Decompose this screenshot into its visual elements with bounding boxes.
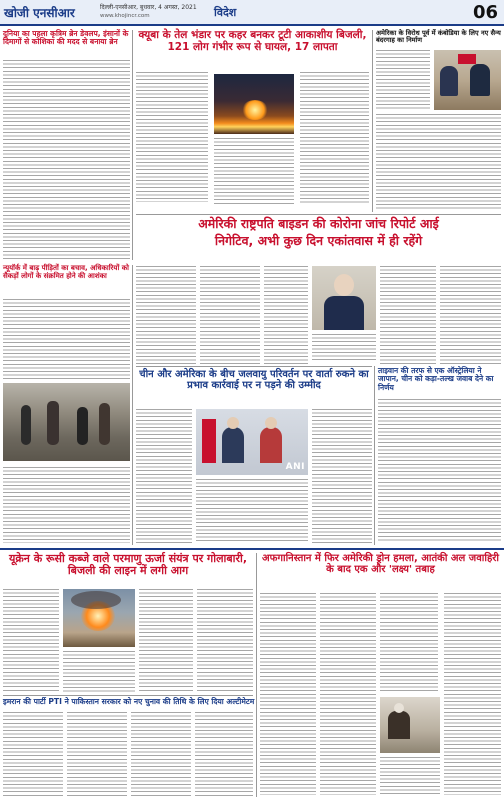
- imran-article: [3, 698, 253, 798]
- new-york-body-text: [3, 299, 130, 379]
- biden-body-col2: [200, 266, 260, 364]
- biden-headline-line2: निगेटिव, अभी कुछ दिन एकांतवास में ही रहेंगे: [214, 233, 423, 248]
- newspaper-logo: खोजी एनसीआर: [4, 6, 75, 20]
- ukraine-body-col4: [197, 589, 253, 693]
- china-body-col1: [136, 409, 192, 543]
- masthead: [0, 0, 504, 26]
- imran-headline: इमरान की पार्टी PTI ने पाकिस्तान सरकार को नए चुनाव की तिथि के लिए दिया अल्टीमेटम: [3, 697, 255, 706]
- column-divider: [132, 30, 133, 260]
- cambodia-headline: अमेरिका के विरोध पूर्व में कंबोडिया के लिए नए सैन्य बंदरगाह का निर्माण: [376, 29, 501, 45]
- cambodia-body-left: [376, 50, 430, 110]
- china-body-col4: [312, 409, 372, 543]
- column-divider: [372, 30, 373, 212]
- drone-strike-photo: [380, 697, 440, 753]
- afghanistan-article: [260, 553, 501, 797]
- imran-top-rule: [3, 695, 253, 696]
- afghanistan-body-col2: [320, 593, 376, 795]
- section-title: विदेश: [214, 6, 237, 19]
- china-body-under-photo: [196, 479, 308, 543]
- new-york-article: [3, 265, 130, 545]
- new-york-headline: न्यूयॉर्क में बाढ़ पीड़ितों का बचाव, अधिकारियों को सैकड़ों लोगों के संक्रमित होने की आशंका: [3, 264, 129, 280]
- brain-headline: दुनिया का पहला कृत्रिम ब्रेन डेवलप, इंसानों के दिमागों से कोशिका की मदद से बनाया ब्रेन: [3, 29, 129, 47]
- cambodia-body-bottom: [376, 114, 501, 210]
- ukraine-headline: यूक्रेन के रूसी कब्जे वाले परमाणु ऊर्जा संयंत्र पर गोलाबारी, बिजली की लाइन में लगी आग: [8, 552, 248, 578]
- dateline: दिल्ली-एनसीआर, बुधवार, 4 अगस्त, 2021: [100, 4, 197, 11]
- ukraine-body-col1: [3, 589, 59, 693]
- brain-article: [3, 30, 130, 262]
- afghanistan-body-col3: [380, 593, 438, 693]
- ukraine-body-col3: [139, 589, 193, 693]
- cuba-body-col2: [214, 138, 294, 204]
- website-url: www.khojincr.com: [100, 13, 150, 19]
- column-divider: [132, 265, 133, 545]
- oil-fire-photo: [214, 74, 294, 134]
- flood-photo: [3, 383, 130, 461]
- new-york-body-lower: [3, 467, 130, 543]
- biden-photo-caption: [312, 334, 376, 362]
- biden-body-col5: [380, 266, 436, 364]
- china-top-rule: [136, 366, 372, 367]
- biden-body-col3: [264, 266, 308, 364]
- ukraine-body-under-photo: [63, 651, 135, 693]
- afghanistan-body-col4: [444, 593, 501, 795]
- biden-photo: [312, 266, 376, 330]
- cuba-body-col1: [136, 72, 208, 202]
- imran-body-col3: [131, 712, 191, 798]
- biden-headline-line1: अमेरिकी राष्ट्रपति बाइडन की कोरोना जांच रिपोर्ट आई: [198, 216, 439, 231]
- cambodia-meeting-photo: [434, 50, 501, 110]
- cuba-article: [136, 30, 369, 212]
- biden-body-col6: [440, 266, 501, 364]
- cambodia-article: [376, 30, 501, 212]
- brain-body-text: [3, 60, 130, 260]
- afghanistan-headline: अफगानिस्तान में फिर अमेरिकी ड्रोन हमला, आतंकी अल जवाहिरी के बाद एक और 'लक्ष्य' तबाह: [262, 553, 499, 576]
- column-divider: [374, 366, 375, 545]
- biden-body-col1: [136, 266, 196, 364]
- photo-credit: ANI: [285, 462, 305, 472]
- taiwan-body-text: [378, 399, 501, 543]
- biden-banner: [136, 217, 501, 261]
- cuba-body-col3: [300, 72, 369, 204]
- imran-body-col2: [67, 712, 127, 798]
- afghanistan-body-under-photo: [380, 757, 440, 795]
- lower-section-rule: [0, 548, 504, 550]
- china-us-article: [136, 369, 372, 545]
- column-divider: [256, 553, 257, 797]
- afghanistan-body-col1: [260, 593, 316, 795]
- taiwan-headline: ताइवान की तरफ से एक ऑस्ट्रेलिया ने जापान, चीन को कड़ा-तल्ख जवाब देने का निर्णय: [378, 366, 494, 392]
- banner-top-rule: [136, 214, 501, 215]
- shelling-smoke-photo: [63, 589, 135, 647]
- page-number: 06: [472, 2, 498, 23]
- imran-body-col4: [195, 712, 253, 798]
- imran-body-col1: [3, 712, 63, 798]
- cuba-headline: क्यूबा के तेल भंडार पर कहर बनकर टूटी आकाशीय बिजली, 121 लोग गंभीर रूप से घायल, 17 लापता: [138, 29, 367, 53]
- ukraine-article: [3, 553, 253, 693]
- taiwan-article: [378, 367, 501, 545]
- china-us-headline: चीन और अमेरिका के बीच जलवायु परिवर्तन पर वार्ता रुकने का प्रभाव कार्रवाई पर न पड़ने की उम्मीद: [139, 369, 369, 392]
- china-officials-photo: [196, 409, 308, 475]
